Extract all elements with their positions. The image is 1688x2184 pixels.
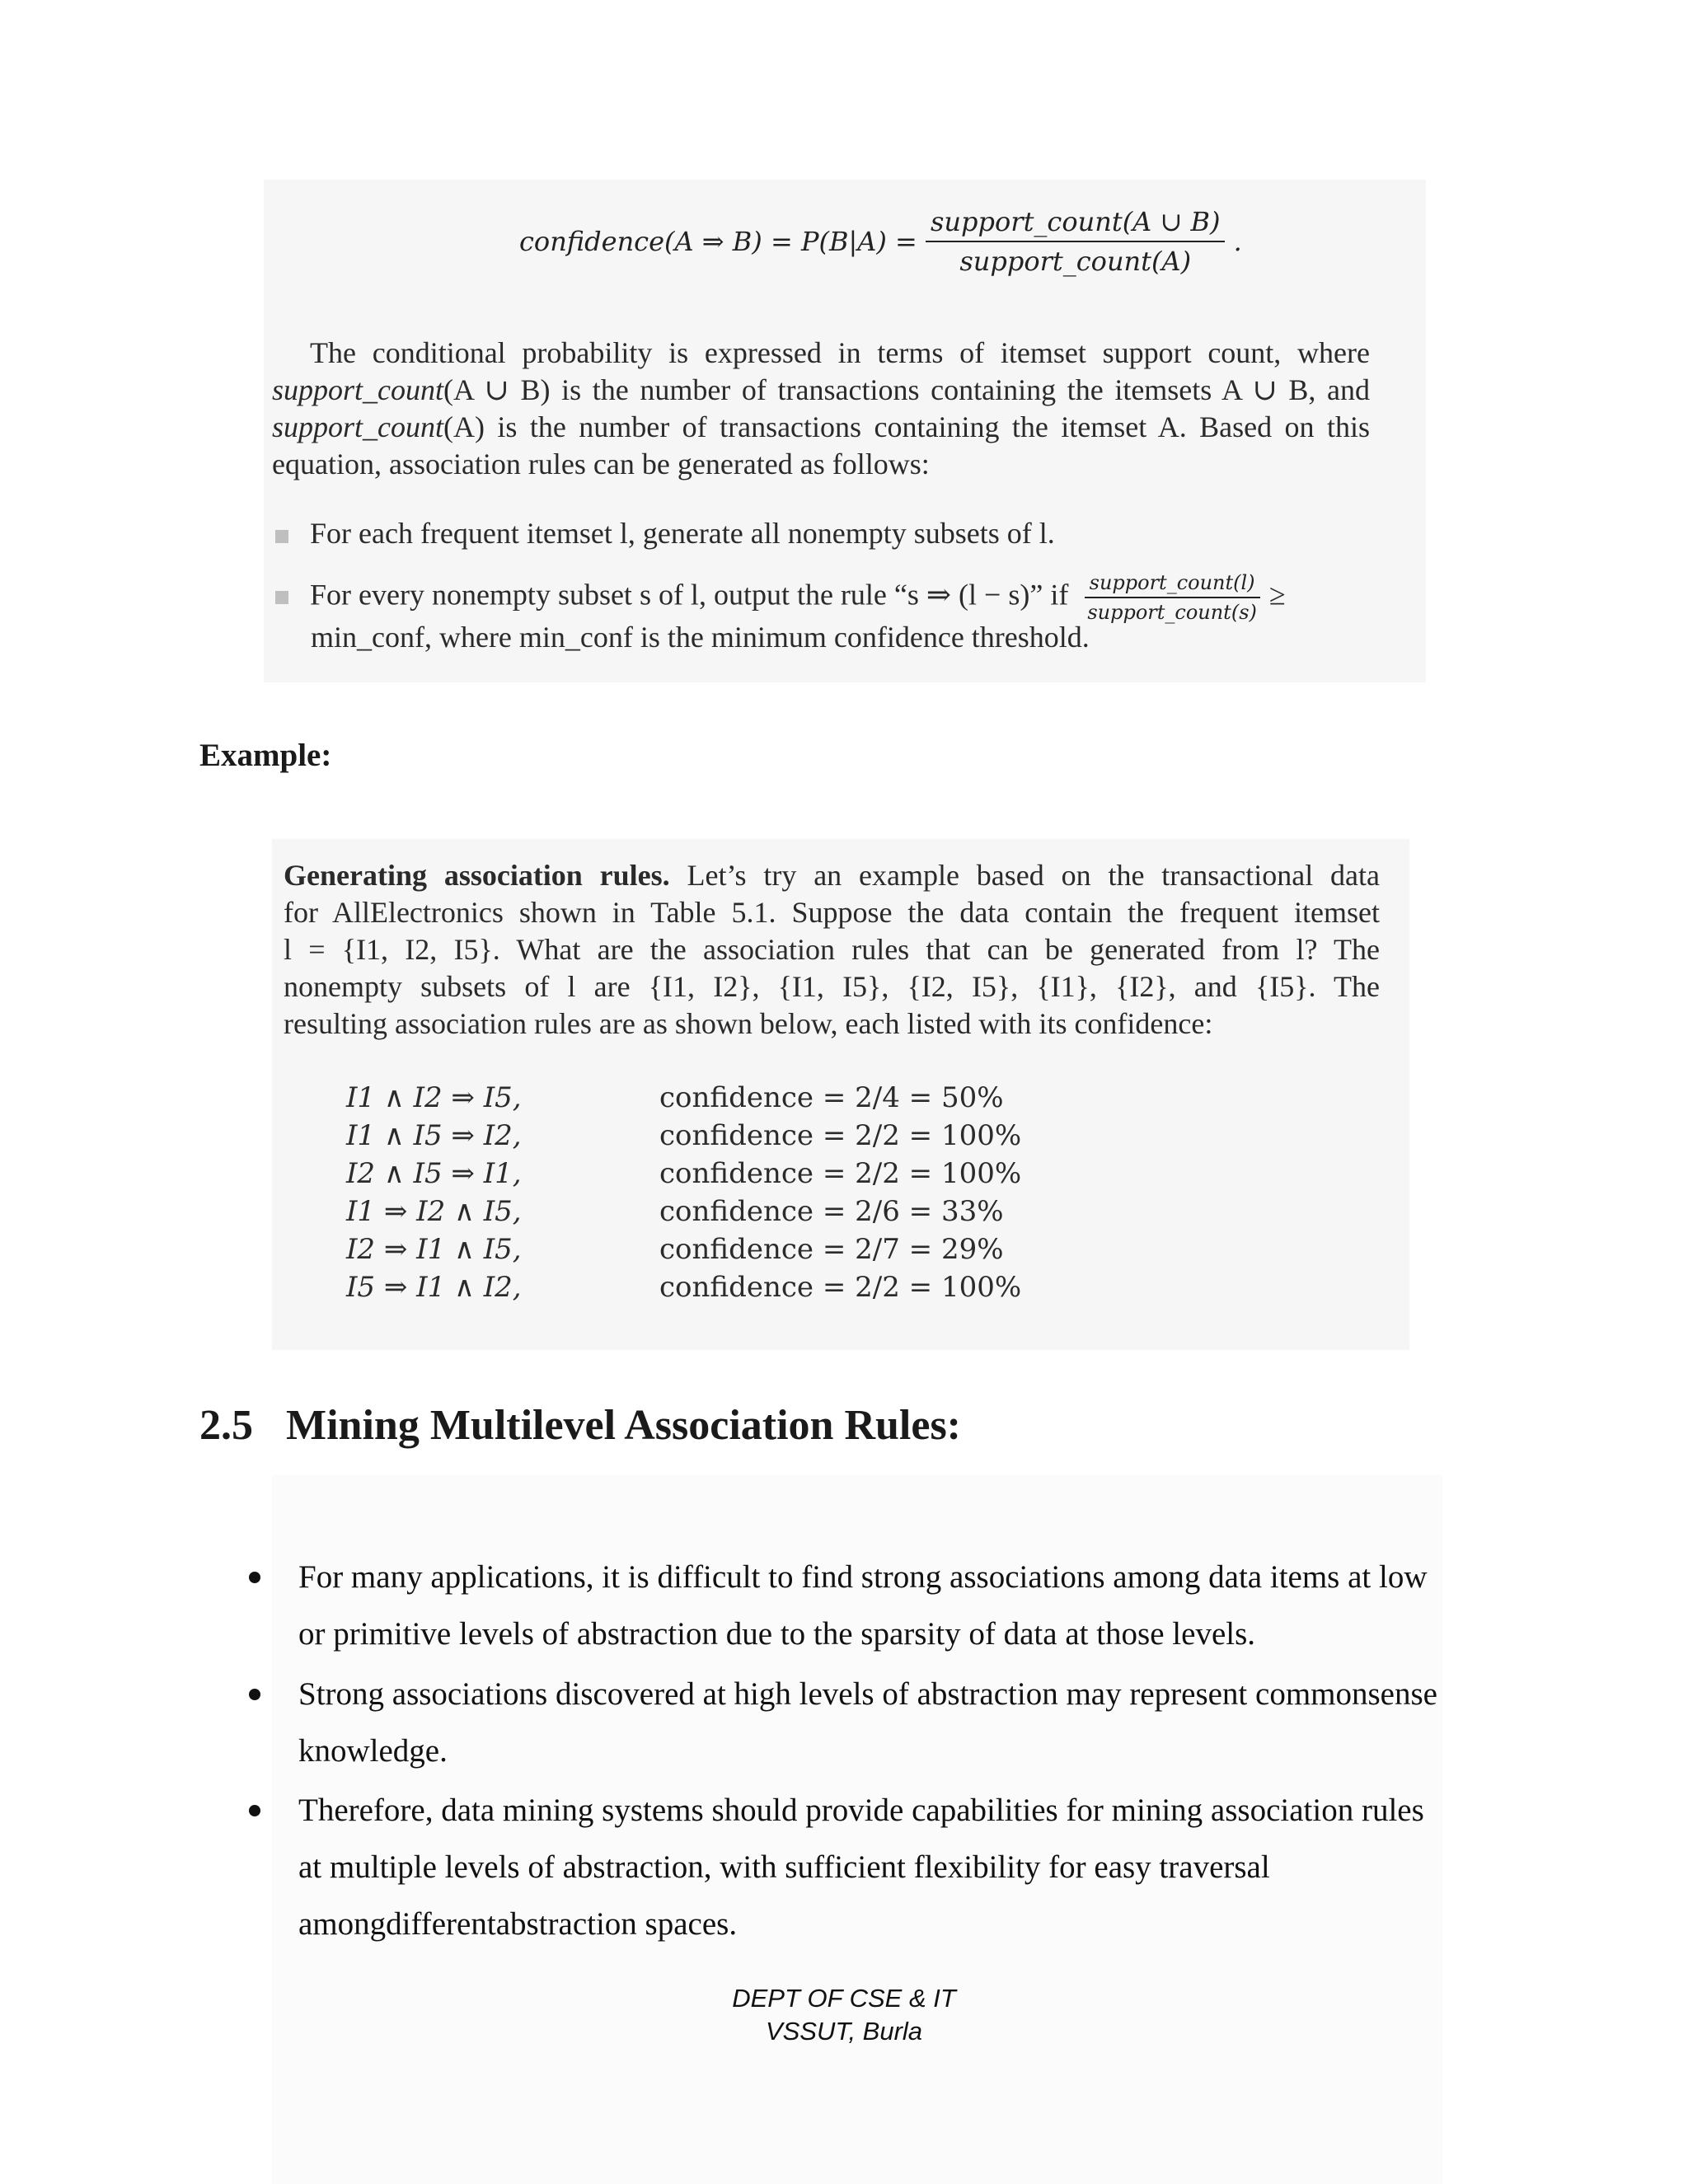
formula-lhs: confidence(A ⇒ B) = P(B|A) = — [519, 226, 917, 257]
bullet-line: or primitive levels of abstraction due to the sparsity of data at those levels. — [298, 1616, 1256, 1652]
gen-bullet-1 — [275, 515, 1396, 552]
rule-expression: I2 ∧ I5 ⇒ I1, — [346, 1157, 522, 1190]
rule-confidence: confidence = 2/4 = 50% — [659, 1081, 1004, 1114]
bullet-item — [298, 1782, 1493, 1952]
italic-term: support_count — [272, 373, 444, 406]
example-paragraph — [284, 857, 1380, 1043]
paragraph-text: (A) is the number of transactions containing the itemset A. Based on this — [443, 410, 1370, 443]
paragraph-text: Let’s try an example based on the transactional data — [687, 859, 1381, 892]
gen-bullet-text: For every nonempty subset s of l, output the rule “s ⇒ (l − s)” if — [310, 578, 1069, 612]
bullet-line: Therefore, data mining systems should provide capabilities for mining association rules — [298, 1793, 1424, 1828]
bullet-dot-icon — [249, 1805, 260, 1816]
ge-symbol: ≥ — [1268, 578, 1286, 612]
section-heading — [199, 1401, 961, 1450]
square-bullet-icon — [275, 530, 288, 543]
gen-bullet-2 — [275, 572, 1396, 623]
rule-confidence: confidence = 2/6 = 33% — [659, 1195, 1004, 1228]
conditional-paragraph — [272, 335, 1370, 483]
bullet-line: amongdifferentabstraction spaces. — [298, 1906, 738, 1942]
paragraph-line: equation, association rules can be generated as follows: — [272, 448, 930, 480]
gen-bullet-2-cont: min_conf, where min_conf is the minimum confidence threshold. — [311, 621, 1090, 654]
bullet-line: at multiple levels of abstraction, with sufficient flexibility for easy traversal — [298, 1849, 1270, 1885]
min-conf-fraction — [1082, 572, 1262, 623]
section-title: Mining Multilevel Association Rules: — [286, 1402, 961, 1449]
rule-confidence: confidence = 2/7 = 29% — [659, 1233, 1004, 1266]
bullet-line: knowledge. — [298, 1733, 448, 1769]
paragraph-line: The conditional probability is expressed in terms of itemset support count, where — [310, 336, 1370, 369]
rule-confidence: confidence = 2/2 = 100% — [659, 1157, 1022, 1190]
bullet-line: For many applications, it is difficult to find strong associations among data items at low — [298, 1559, 1428, 1595]
fraction-numerator: support_count(l) — [1085, 572, 1260, 598]
gen-bullet-text: For each frequent itemset l, generate all nonempty subsets of l. — [310, 517, 1055, 550]
rule-expression: I5 ⇒ I1 ∧ I2, — [346, 1271, 522, 1304]
bullet-item — [298, 1549, 1493, 1662]
paragraph-line: nonempty subsets of l are {I1, I2}, {I1, I5}, {I2, I5}, {I1}, {I2}, and {I5}. The — [284, 970, 1380, 1003]
square-bullet-icon — [275, 591, 288, 604]
example-bold-title: Generating association rules. — [284, 859, 670, 892]
bullet-dot-icon — [249, 1572, 260, 1583]
bullet-item — [298, 1666, 1493, 1779]
formula-fraction — [926, 206, 1225, 277]
formula-denominator: support_count(A) — [959, 246, 1192, 277]
example-label: Example: — [199, 738, 332, 773]
bullet-line: Strong associations discovered at high levels of abstraction may represent commonsense — [298, 1676, 1437, 1712]
paragraph-line: l = {I1, I2, I5}. What are the association rules that can be generated from l? The — [284, 933, 1380, 966]
formula-numerator: support_count(A ∪ B) — [926, 206, 1225, 242]
paragraph-line: resulting association rules are as shown below, each listed with its confidence: — [284, 1007, 1213, 1040]
page-footer — [679, 1982, 1009, 2048]
confidence-formula — [519, 206, 1242, 277]
paragraph-line — [272, 409, 1370, 446]
paragraph-line — [284, 857, 1380, 894]
rule-confidence: confidence = 2/2 = 100% — [659, 1271, 1022, 1304]
rule-expression: I1 ⇒ I2 ∧ I5, — [346, 1195, 522, 1228]
formula-end: . — [1233, 226, 1242, 257]
rule-confidence: confidence = 2/2 = 100% — [659, 1119, 1022, 1152]
footer-institution: VSSUT, Burla — [765, 2017, 923, 2046]
italic-term: support_count — [272, 410, 444, 443]
section-number: 2.5 — [199, 1402, 253, 1449]
paragraph-text: (A ∪ B) is the number of transactions containing the itemsets A ∪ B, and — [443, 373, 1370, 406]
rule-expression: I1 ∧ I5 ⇒ I2, — [346, 1119, 522, 1152]
paragraph-line — [272, 372, 1370, 409]
footer-dept: DEPT OF CSE & IT — [732, 1984, 956, 2013]
fraction-denominator: support_count(s) — [1087, 601, 1257, 624]
paragraph-line: for AllElectronics shown in Table 5.1. Suppose the data contain the frequent itemset — [284, 896, 1380, 929]
rule-expression: I2 ⇒ I1 ∧ I5, — [346, 1233, 522, 1266]
rule-expression: I1 ∧ I2 ⇒ I5, — [346, 1081, 522, 1114]
bullet-dot-icon — [249, 1689, 260, 1700]
